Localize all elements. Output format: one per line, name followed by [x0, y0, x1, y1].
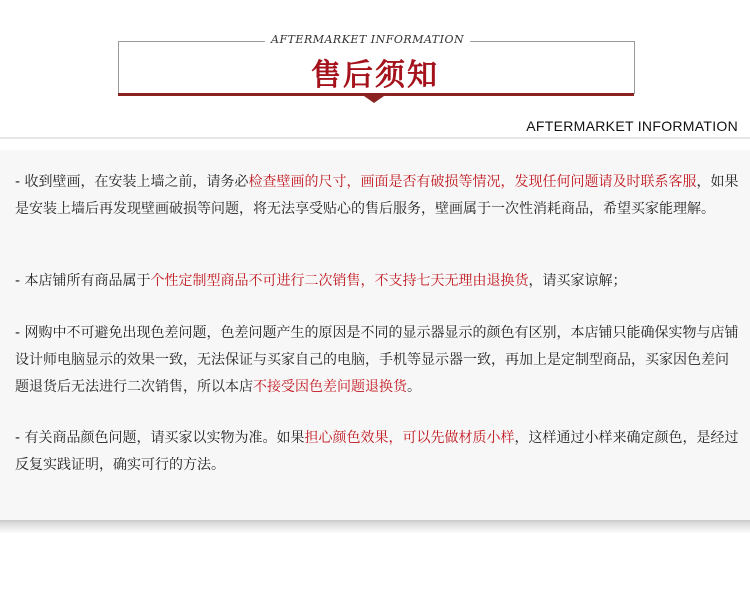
title-pointer	[364, 96, 384, 103]
panel-shadow	[0, 520, 750, 534]
page-title: 售后须知	[311, 58, 439, 93]
notice-text: - 本店铺所有商品属于	[15, 273, 151, 289]
notice-item	[15, 169, 740, 223]
notice-item	[15, 425, 740, 479]
notice-text: - 收到壁画，在安装上墙之前，请务必	[15, 174, 249, 190]
notice-text: ，请买家谅解；	[528, 273, 627, 289]
section-label: AFTERMARKET INFORMATION	[526, 118, 738, 134]
notice-text: 。	[407, 379, 421, 395]
notice-item	[15, 268, 740, 295]
notice-highlight: 担心颜色效果，可以先做材质小样	[304, 430, 515, 446]
notice-text: - 网购中不可避免出现色差问题，色差问题产生的原因是不同的显示器显示的颜色有区别，本店铺只能确保实物与店铺设计师电脑显示的效果一致，无法保证与买家自己的电脑，手机等显示器一致，再加上是定制型商品，买家因色差问题退货后无法进行二次销售，所以本店	[15, 325, 739, 395]
notice-text: ，这样通过小样来确定颜色，是经过反复实践证明，确实可行的方法。	[15, 430, 739, 473]
notice-text: - 有关商品颜色问题，请买家以实物为准。如果	[15, 430, 305, 446]
notice-highlight: 个性定制型商品不可进行二次销售，不支持七天无理由退换货	[150, 273, 529, 289]
notice-highlight: 检查壁画的尺寸，画面是否有破损等情况，发现任何问题请及时联系客服	[248, 174, 697, 190]
header-divider	[0, 137, 750, 139]
notice-text: ，如果是安装上墙后再发现壁画破损等问题，将无法享受贴心的售后服务，壁画属于一次性消耗商品，希望买家能理解。	[15, 174, 739, 217]
notice-highlight: 不接受因色差问题退换货	[253, 379, 407, 395]
title-subtitle: AFTERMARKET INFORMATION	[265, 33, 470, 46]
notice-item	[15, 320, 740, 401]
